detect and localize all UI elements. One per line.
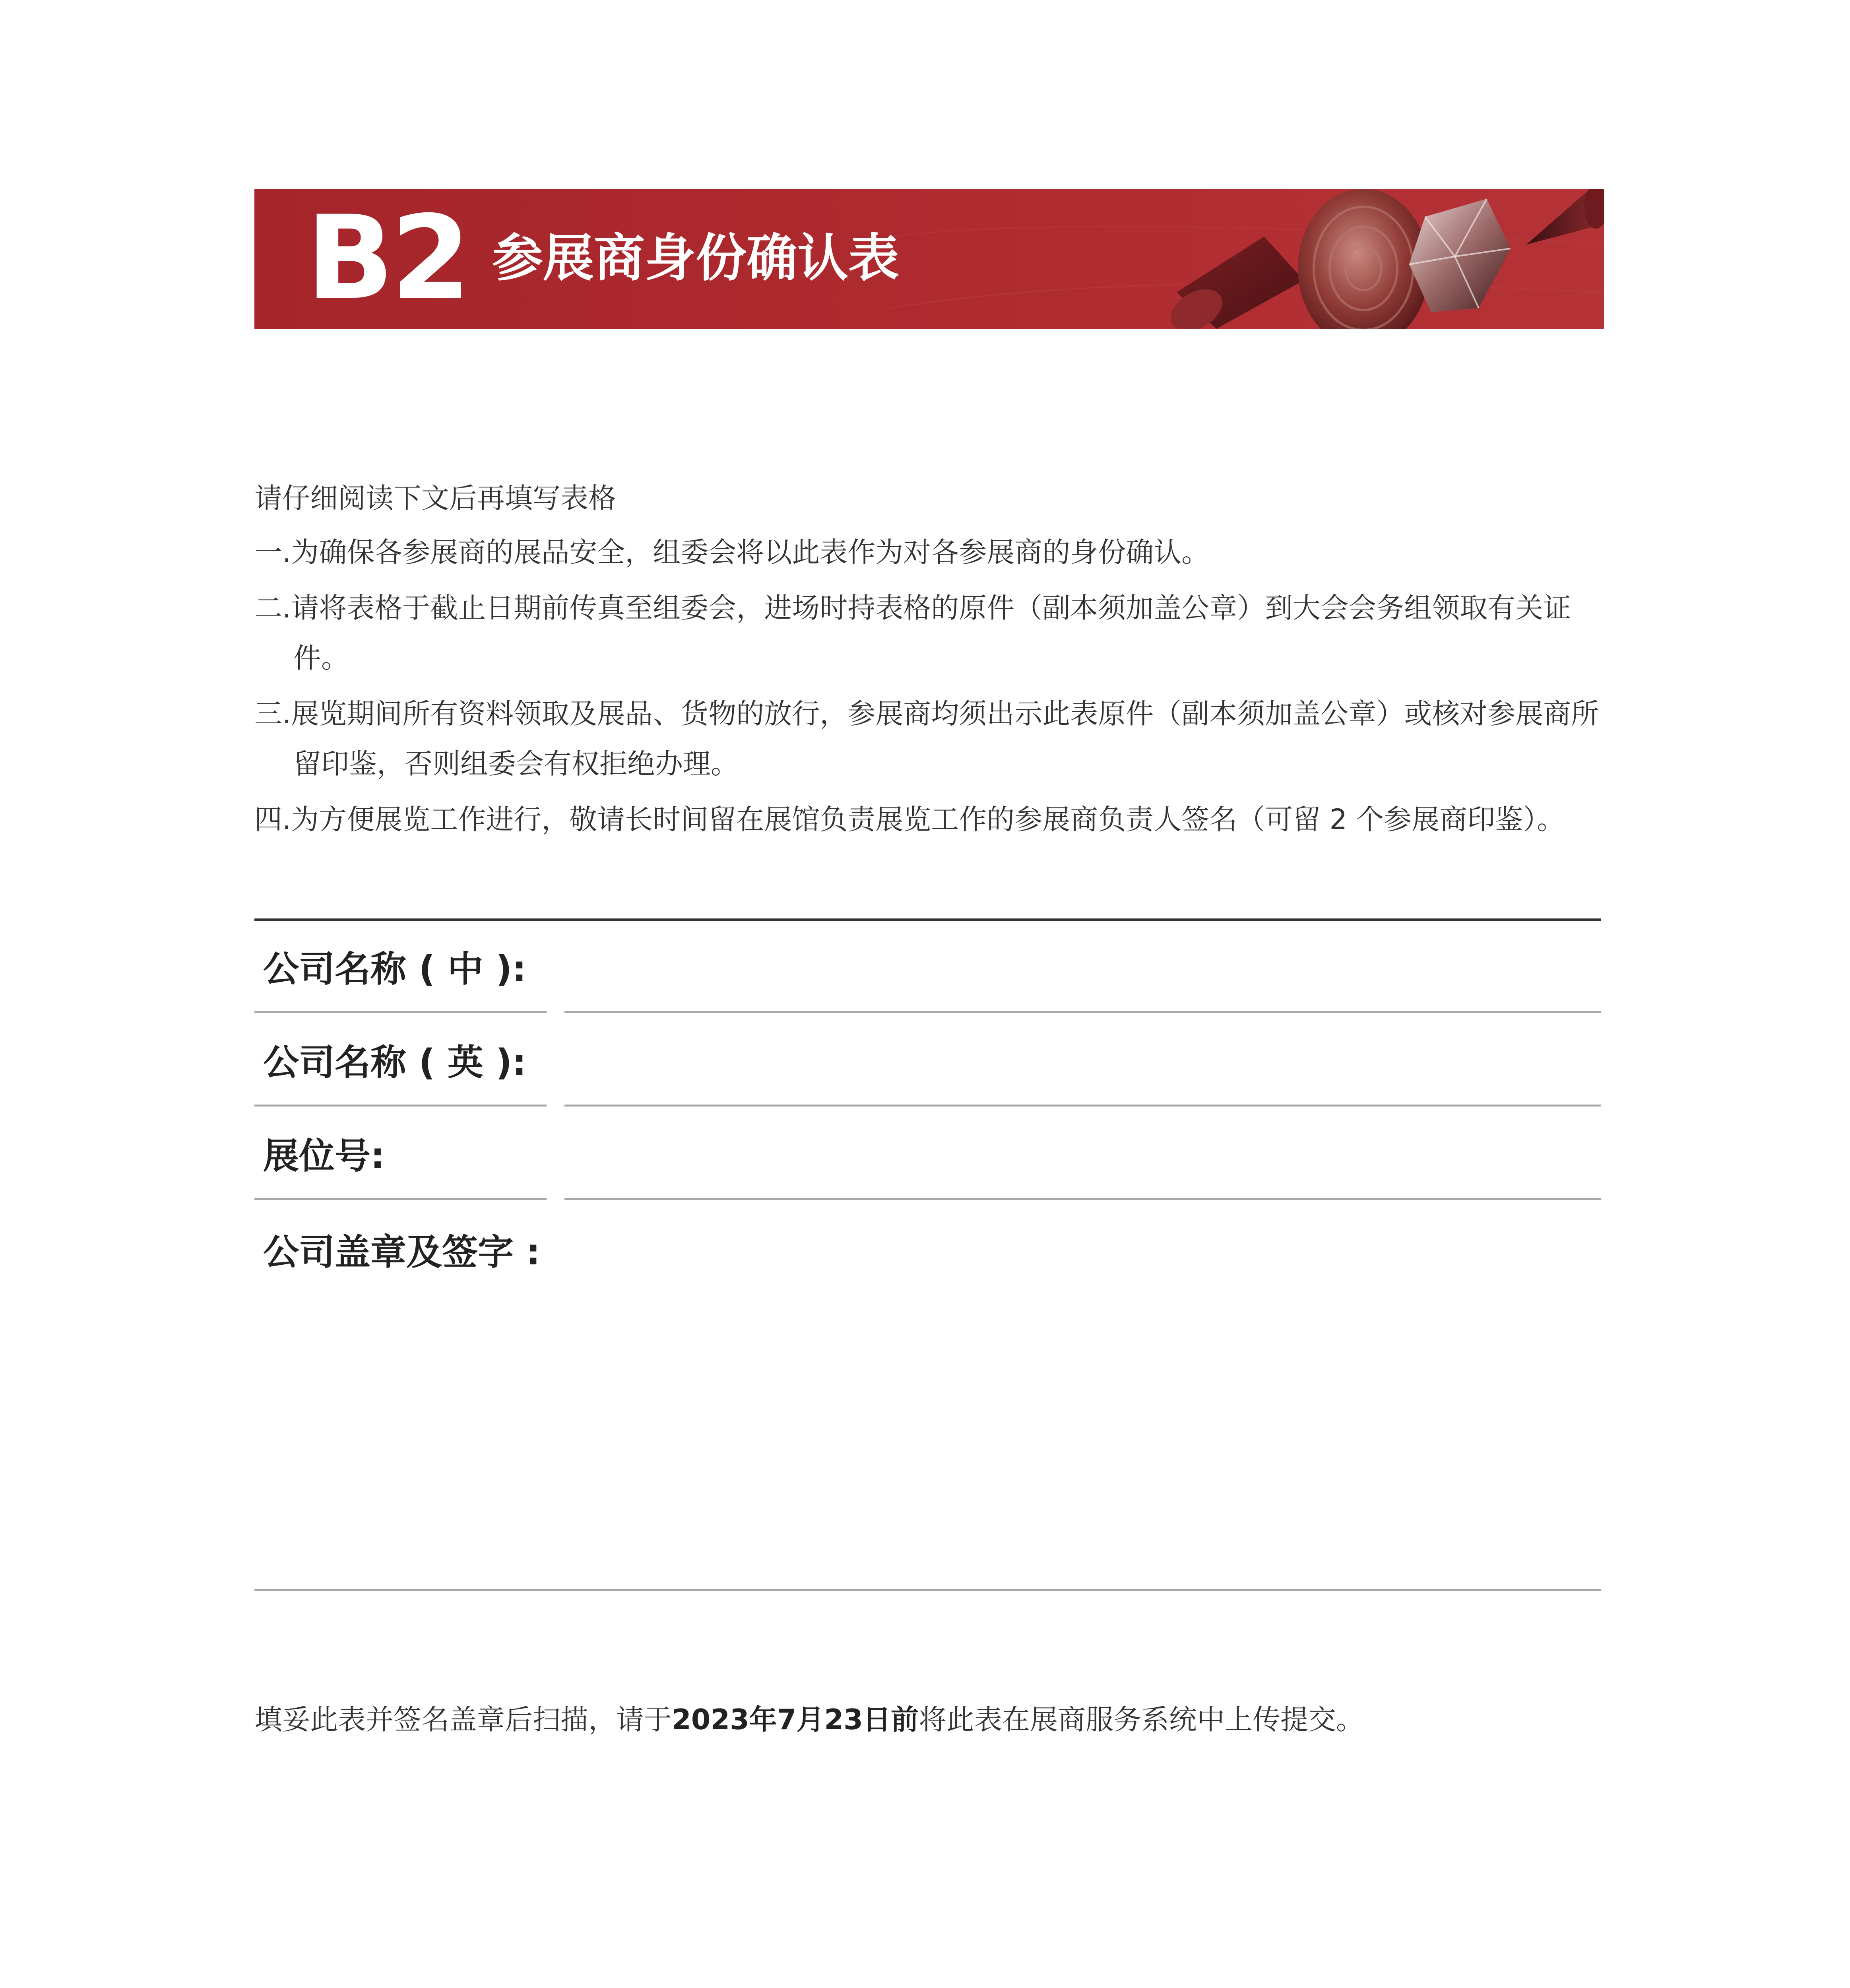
form-bottom-rule (254, 1589, 1601, 1591)
company-name-en-label: 公司名称 ( 英 ): (263, 1042, 527, 1083)
company-name-en-row (254, 1013, 1601, 1107)
page-title: 参展商身份确认表 (492, 229, 900, 288)
stamp-signature-label: 公司盖章及签字 : (263, 1231, 541, 1273)
instruction-item: 一.为确保各参展商的展品安全，组委会将以此表作为对各参展商的身份确认。 (254, 536, 1210, 569)
instructions (254, 473, 1606, 850)
instruction-item: 二.请将表格于截止日期前传真至组委会，进场时持表格的原件（副本须加盖公章）到大会会务组领取有关证件。 (254, 592, 1571, 674)
submit-note-prefix: 填妥此表并签名盖章后扫描，请于 (254, 1703, 672, 1736)
submit-note (254, 1698, 1606, 1741)
instructions-intro: 请仔细阅读下文后再填写表格 (254, 482, 616, 514)
booth-no-field[interactable] (564, 1198, 1601, 1200)
stamp-signature-area[interactable] (254, 1225, 1601, 1590)
instruction-item: 三.展览期间所有资料领取及展品、货物的放行，参展商均须出示此表原件（副本须加盖公章）或核对参展商所留印鉴，否则组委会有权拒绝办理。 (254, 697, 1599, 780)
company-name-cn-row (254, 920, 1601, 1013)
booth-no-label: 展位号: (263, 1135, 385, 1177)
company-name-cn-label: 公司名称 ( 中 ): (263, 948, 527, 990)
banner-decorative-shapes (890, 189, 1604, 329)
instruction-item: 四.为方便展览工作进行，敬请长时间留在展馆负责展览工作的参展商负责人签名（可留 2 个参展商印鉴）。 (254, 803, 1565, 836)
cone-shape (1526, 189, 1604, 245)
submit-note-suffix: 将此表在展商服务系统中上传提交。 (918, 1703, 1364, 1736)
disc-shape (1298, 189, 1429, 329)
cylinder-shape (1164, 237, 1304, 329)
form-code: B2 (306, 191, 468, 325)
label-divider (254, 1198, 547, 1200)
booth-no-row (254, 1107, 1601, 1200)
submit-deadline: 2023年7月23日前 (672, 1703, 919, 1736)
gem-shape (1409, 199, 1511, 312)
header-banner (254, 189, 1604, 329)
